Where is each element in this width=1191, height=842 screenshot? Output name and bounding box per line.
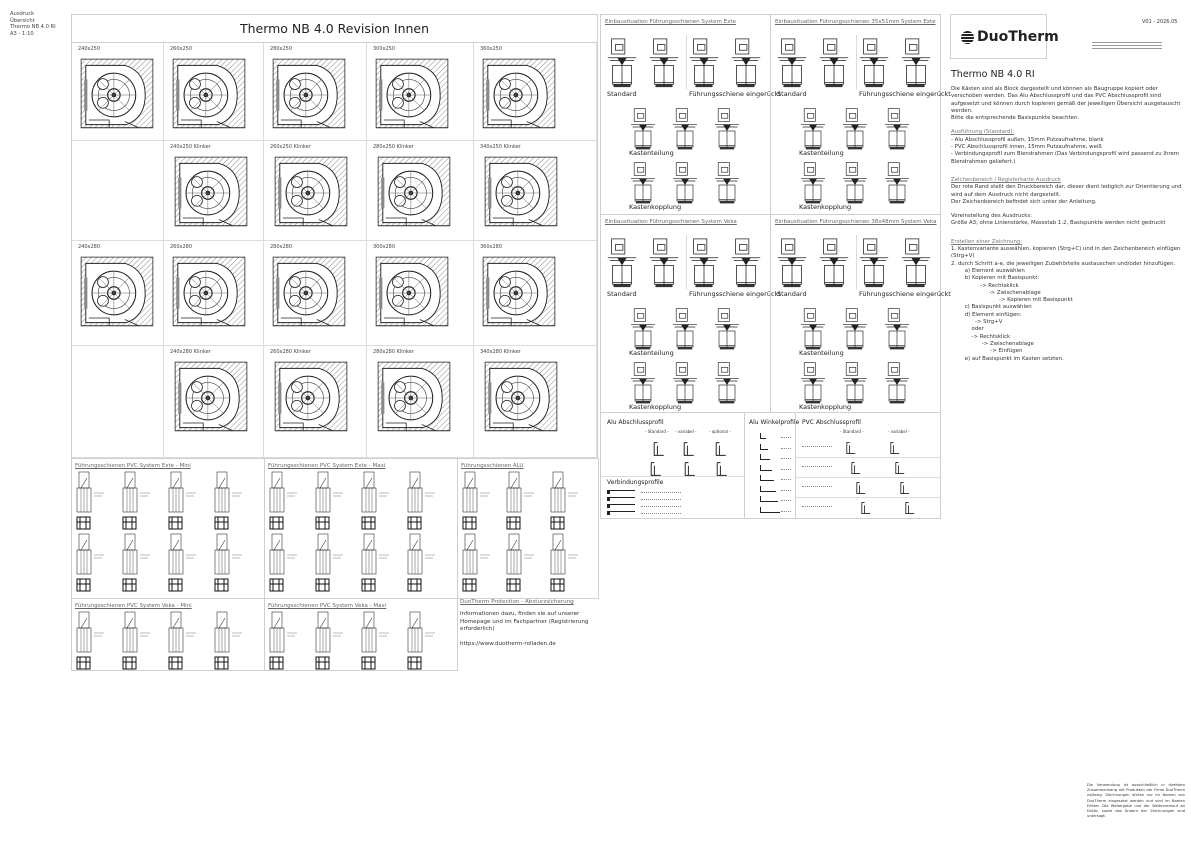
window-section-drawing (883, 361, 911, 405)
window-section-drawing (713, 161, 741, 205)
guide-rail-drawing (407, 471, 437, 531)
einbau-exte-35x51-panel (770, 14, 951, 215)
box-drawing (172, 359, 250, 437)
label-line (781, 511, 791, 512)
label-line (781, 437, 791, 438)
box-drawing (480, 254, 558, 332)
einbau-exte-panel (600, 14, 781, 215)
pvc-profile-drawing (888, 441, 902, 455)
profile-drawing (679, 461, 701, 477)
standard-label: Standard (777, 90, 807, 98)
version-label: V01 - 2026.05 (1142, 19, 1178, 25)
eingerueckt-label: Führungsschiene eingerückt (689, 90, 781, 98)
variant-label: 300x250 (373, 46, 396, 52)
guide-rail-drawing (506, 533, 536, 593)
window-section-drawing (799, 307, 827, 351)
variant-cell[interactable] (474, 241, 597, 346)
angle-profile-drawing (760, 433, 766, 439)
label-line (802, 466, 832, 467)
window-section-drawing (629, 107, 657, 151)
panel-title: Alu Winkelprofile (749, 419, 800, 426)
angle-profile-drawing (760, 486, 776, 492)
variant-cell[interactable] (164, 241, 264, 346)
guide-rail-drawing (462, 533, 492, 593)
guide-rail-drawing (315, 611, 345, 671)
variant-label: 240x280 (78, 244, 101, 250)
window-section-drawing (713, 307, 741, 351)
guide-rail-drawing (506, 471, 536, 531)
label-line (781, 469, 791, 470)
box-drawing (482, 154, 560, 232)
rails-veka-mini-panel (71, 598, 265, 671)
window-section-drawing (901, 37, 931, 89)
window-section-drawing (629, 161, 657, 205)
intro-text: Die Kästen sind als Block dargestellt und können als Baugruppe kopiert oder verschoben werden. Das Alu Abschlussprofil und das PVC Abschlussprofil sind aufgesetzt und können durch kopieren gemäß der jeweiligen Übersicht ausgetauscht werden. Bitte die entsprechende Basispunkte beachten. (951, 86, 1181, 122)
variant-label: 360x280 (480, 244, 503, 250)
box-drawing (172, 154, 250, 232)
window-section-drawing (799, 361, 827, 405)
guide-rail-drawing (269, 533, 299, 593)
page-title: Thermo NB 4.0 Revision Innen (72, 15, 597, 43)
col-label: - Standard - (645, 429, 669, 434)
window-section-drawing (777, 237, 807, 289)
window-section-drawing (671, 161, 699, 205)
col-label: - variabel - (888, 429, 910, 434)
connection-profile-drawing (607, 511, 635, 515)
variant-cell[interactable] (164, 346, 264, 458)
rails-alu-panel (457, 458, 599, 599)
label-line (781, 490, 791, 491)
divider (686, 235, 687, 290)
panel-title: Einbausituation Führungsschienen System Exte (605, 19, 736, 25)
pvc-profile-drawing (844, 501, 888, 515)
variant-label: 340x280 Klinker (480, 349, 521, 355)
col-label: - optional - (709, 429, 731, 434)
box-drawing (170, 56, 248, 134)
window-section-drawing (671, 107, 699, 151)
window-section-drawing (819, 237, 849, 289)
logo-box (950, 14, 1059, 59)
box-variants-panel (71, 14, 598, 459)
panel-title: Einbausituation Führungsschienen 35x51mm System Exte (775, 19, 936, 25)
variant-cell[interactable] (264, 141, 367, 241)
variant-label: 280x280 (270, 244, 293, 250)
pvc-profile-drawing (844, 481, 878, 495)
guide-rail-drawing (76, 471, 106, 531)
angle-profile-drawing (760, 496, 778, 502)
window-section-drawing (671, 361, 699, 405)
variant-cell[interactable] (164, 43, 264, 141)
profile-drawing (651, 441, 667, 457)
instructions (951, 86, 1186, 363)
alu-winkelprofile-panel (744, 412, 800, 519)
box-drawing (480, 56, 558, 134)
address-block (1092, 41, 1162, 51)
variant-cell[interactable] (264, 346, 367, 458)
window-section-drawing (649, 237, 679, 289)
eingerueckt-label: Führungsschiene eingerückt (689, 290, 781, 298)
guide-rail-drawing (361, 611, 391, 671)
variant-label: 280x250 (270, 46, 293, 52)
panel-title: Einbausituation Führungsschienen 38x48mm System Veka (775, 219, 937, 225)
variant-cell[interactable] (474, 43, 597, 141)
window-section-drawing (841, 307, 869, 351)
variant-label: 280x280 Klinker (373, 349, 414, 355)
pvc-profile-drawing (888, 481, 922, 495)
box-drawing (270, 56, 348, 134)
label-line (802, 486, 832, 487)
note-line: A3 - 1:10 (10, 30, 34, 37)
sheet-note (10, 11, 56, 37)
guide-rail-drawing (76, 533, 106, 593)
window-section-drawing (731, 37, 761, 89)
box-drawing (78, 56, 156, 134)
variant-cell[interactable] (264, 241, 367, 346)
guide-rail-drawing (76, 611, 106, 671)
standard-label: Standard (607, 290, 637, 298)
variant-grid (72, 43, 597, 458)
logo-icon (961, 31, 974, 44)
panel-title: Führungsschienen PVC System Exte - Mini (75, 463, 191, 469)
variant-cell (72, 346, 164, 458)
homepage-link[interactable]: https://www.duotherm-rolladen.de (460, 640, 556, 647)
guide-rail-drawing (407, 611, 437, 671)
einbau-veka-panel (600, 214, 781, 413)
angle-profile-drawing (760, 475, 774, 481)
window-section-drawing (629, 307, 657, 351)
variant-cell[interactable] (474, 141, 597, 241)
divider (856, 35, 857, 90)
kastenkopplung-label: Kastenkopplung (629, 403, 682, 411)
kastenkopplung-label: Kastenkopplung (629, 203, 682, 211)
zeichenbereich-text: Der rote Rand stellt den Druckbereich dar, dieser dient lediglich zur Orientierung und wird auf dem Ausdruck nicht dargestellt. Der Zeichenbereich befindet sich unter der Anleitung. (951, 184, 1182, 205)
guide-rail-drawing (168, 471, 198, 531)
profile-drawing (645, 461, 667, 477)
window-section-drawing (607, 237, 637, 289)
guide-rail-drawing (122, 471, 152, 531)
rails-veka-maxi-panel (264, 598, 458, 671)
protection-text: Informationen dazu, finden sie auf unserer Homepage und im Fachpartner (Registrierung erforderlich) (460, 611, 589, 632)
divider (796, 477, 940, 478)
window-section-drawing (713, 361, 741, 405)
box-drawing (272, 359, 350, 437)
panel-title: Führungsschienen PVC System Veka - Maxi (268, 603, 387, 609)
variant-cell[interactable] (367, 43, 474, 141)
zeichenbereich-heading: Zeichenbereich / Registerkarte Ausdruck (951, 176, 1061, 183)
panel-title: Führungsschienen PVC System Veka - Mini (75, 603, 192, 609)
guide-rail-drawing (214, 471, 244, 531)
window-section-drawing (713, 107, 741, 151)
guide-rail-drawing (361, 533, 391, 593)
guide-rail-drawing (214, 611, 244, 671)
ausfuehrung-heading: Ausführung (Standard): (951, 129, 1015, 136)
variant-label: 260x250 (170, 46, 193, 52)
panel-title: Führungsschienen PVC System Exte - Maxi (268, 463, 386, 469)
rails-exte-mini-panel (71, 458, 265, 599)
label-line (802, 506, 832, 507)
ausfuehrung-text: - Alu Abschlussprofil außen, 15mm Putzaufnahme, blank - PVC Abschlussprofil innen, 15mm Putzaufnahme, weiß - Verbindungsprofil zum Blendrahmen (Das Verbindungsprofil wird passend zu Ihrem Blendrahmen geliefert.) (951, 136, 1180, 165)
window-section-drawing (671, 307, 699, 351)
variant-cell[interactable] (164, 141, 264, 241)
pvc-profile-drawing (844, 441, 858, 455)
label-line (781, 500, 791, 501)
window-section-drawing (629, 361, 657, 405)
window-section-drawing (883, 161, 911, 205)
variant-label: 240x250 (78, 46, 101, 52)
variant-label: 260x250 Klinker (270, 144, 311, 150)
window-section-drawing (841, 161, 869, 205)
info-title: Thermo NB 4.0 RI (951, 69, 1035, 80)
guide-rail-drawing (269, 611, 299, 671)
guide-rail-drawing (407, 533, 437, 593)
variant-label: 280x250 Klinker (373, 144, 414, 150)
box-drawing (375, 154, 453, 232)
note-line: Thermo NB 4.0 RI (10, 24, 56, 31)
window-section-drawing (883, 107, 911, 151)
pvc-profile-drawing (844, 461, 868, 475)
divider (856, 235, 857, 290)
connection-profile-drawing (607, 504, 635, 508)
label-line (802, 446, 832, 447)
pvc-profile-drawing (888, 461, 912, 475)
voreinstellung-text: Voreinstellung des Ausdrucks: Größe A3, ohne Linienstärke, Massstab 1:2, Basispunkte werden nicht gedruckt (951, 213, 1166, 227)
note-line: Übersicht (10, 17, 35, 24)
guide-rail-drawing (361, 471, 391, 531)
angle-profile-drawing (760, 454, 770, 460)
box-drawing (78, 254, 156, 332)
variant-label: 360x250 (480, 46, 503, 52)
variant-label: 240x280 Klinker (170, 349, 211, 355)
label-line (641, 499, 681, 500)
box-drawing (272, 154, 350, 232)
guide-rail-drawing (168, 611, 198, 671)
angle-profile-drawing (760, 465, 772, 471)
guide-rail-drawing (122, 533, 152, 593)
box-drawing (375, 359, 453, 437)
kastenkopplung-label: Kastenkopplung (799, 203, 852, 211)
standard-label: Standard (777, 290, 807, 298)
col-label: - variabel - (675, 429, 697, 434)
profile-drawing (713, 441, 729, 457)
variant-label: 260x280 Klinker (270, 349, 311, 355)
protection-title: DuoTherm Protection - Absturzsicherung (460, 599, 574, 605)
variant-cell[interactable] (367, 346, 474, 458)
rails-exte-maxi-panel (264, 458, 458, 599)
divider (796, 497, 940, 498)
profile-drawing (681, 441, 697, 457)
box-drawing (373, 254, 451, 332)
col-label: - Standard - (840, 429, 864, 434)
erstellen-text: 1. Kastenvariante auswählen, kopieren (Strg+C) und in den Zeichenbereich einfügen (Strg+V) 2. durch Schritt a-e, die jeweiligen Zubehörteile austauschen und/oder hinzufügen. a) Element auswählen b) Kopieren mit Basispunkt: -> Rechtsklick -> Zwischenablage -> Kopieren mit Basispunkt c) Basispunkt auswählen d) Element einfügen: -> Strg+V oder -> Rechtsklick -> Zwischenablage -> Einfügen e) auf Basispunkt im Kasten setzten. (951, 246, 1181, 362)
guide-rail-drawing (315, 471, 345, 531)
standard-label: Standard (607, 90, 637, 98)
window-section-drawing (689, 37, 719, 89)
variant-label: 300x280 (373, 244, 396, 250)
variant-cell[interactable] (474, 346, 597, 458)
window-section-drawing (859, 237, 889, 289)
window-section-drawing (819, 37, 849, 89)
kastenteilung-label: Kastenteilung (799, 149, 844, 157)
label-line (641, 506, 681, 507)
guide-rail-drawing (168, 533, 198, 593)
variant-cell (72, 141, 164, 241)
guide-rail-drawing (214, 533, 244, 593)
variant-cell[interactable] (72, 43, 164, 141)
variant-cell[interactable] (367, 241, 474, 346)
variant-label: 340x250 Klinker (480, 144, 521, 150)
panel-title: Einbausituation Führungsschienen System Veka (605, 219, 737, 225)
legal-notice: Die Verwendung ist ausschließlich in direktem Zusammenhang mit Produkten der Firma DuoTherm zulässig. Zeichnungen dürfen nur im Namen von DuoTherm eingesetzt werden und sind im Namen Dritter. Die Weitergabe und der Weiterverkauf an Dritte, sowie das Ändern der Zeichnungen sind untersagt. (1087, 783, 1185, 819)
window-section-drawing (731, 237, 761, 289)
label-line (781, 458, 791, 459)
window-section-drawing (649, 37, 679, 89)
angle-profile-drawing (760, 507, 780, 513)
box-drawing (482, 359, 560, 437)
kastenkopplung-label: Kastenkopplung (799, 403, 852, 411)
guide-rail-drawing (315, 533, 345, 593)
window-section-drawing (689, 237, 719, 289)
eingerueckt-label: Führungsschiene eingerückt (859, 90, 951, 98)
logo-text: DuoTherm (977, 29, 1059, 45)
box-drawing (373, 56, 451, 134)
angle-profile-drawing (760, 444, 768, 450)
window-section-drawing (901, 237, 931, 289)
divider (796, 457, 940, 458)
label-line (781, 479, 791, 480)
window-section-drawing (799, 161, 827, 205)
guide-rail-drawing (462, 471, 492, 531)
label-line (641, 513, 681, 514)
window-section-drawing (883, 307, 911, 351)
variant-label: 260x280 (170, 244, 193, 250)
pvc-abschlussprofil-panel (795, 412, 941, 519)
window-section-drawing (841, 107, 869, 151)
box-drawing (170, 254, 248, 332)
window-section-drawing (859, 37, 889, 89)
connection-profile-drawing (607, 490, 635, 494)
window-section-drawing (777, 37, 807, 89)
window-section-drawing (841, 361, 869, 405)
label-line (781, 448, 791, 449)
variant-cell[interactable] (264, 43, 367, 141)
window-section-drawing (799, 107, 827, 151)
profile-drawing (711, 461, 733, 477)
kastenteilung-label: Kastenteilung (629, 349, 674, 357)
variant-cell[interactable] (72, 241, 164, 346)
kastenteilung-label: Kastenteilung (629, 149, 674, 157)
guide-rail-drawing (122, 611, 152, 671)
panel-title: Verbindungsprofile (607, 479, 664, 486)
window-section-drawing (607, 37, 637, 89)
eingerueckt-label: Führungsschiene eingerückt (859, 290, 951, 298)
alu-abschlussprofil-panel (600, 412, 745, 519)
note-line: Ausdruck (10, 11, 35, 17)
einbau-veka-38x48-panel (770, 214, 951, 413)
duotherm-logo (961, 29, 1059, 45)
variant-cell[interactable] (367, 141, 474, 241)
kastenteilung-label: Kastenteilung (799, 349, 844, 357)
protection-note (460, 599, 600, 647)
panel-title: Führungsschienen ALU (461, 463, 524, 469)
label-line (641, 492, 681, 493)
panel-title: PVC Abschlussprofil (802, 419, 861, 426)
erstellen-heading: Erstellen einer Zeichnung: (951, 238, 1023, 245)
connection-profile-drawing (607, 497, 635, 501)
variant-label: 240x250 Klinker (170, 144, 211, 150)
guide-rail-drawing (269, 471, 299, 531)
guide-rail-drawing (550, 533, 580, 593)
panel-title: Alu Abschlussprofil (607, 419, 664, 426)
divider (686, 35, 687, 90)
guide-rail-drawing (550, 471, 580, 531)
box-drawing (270, 254, 348, 332)
pvc-profile-drawing (888, 501, 932, 515)
